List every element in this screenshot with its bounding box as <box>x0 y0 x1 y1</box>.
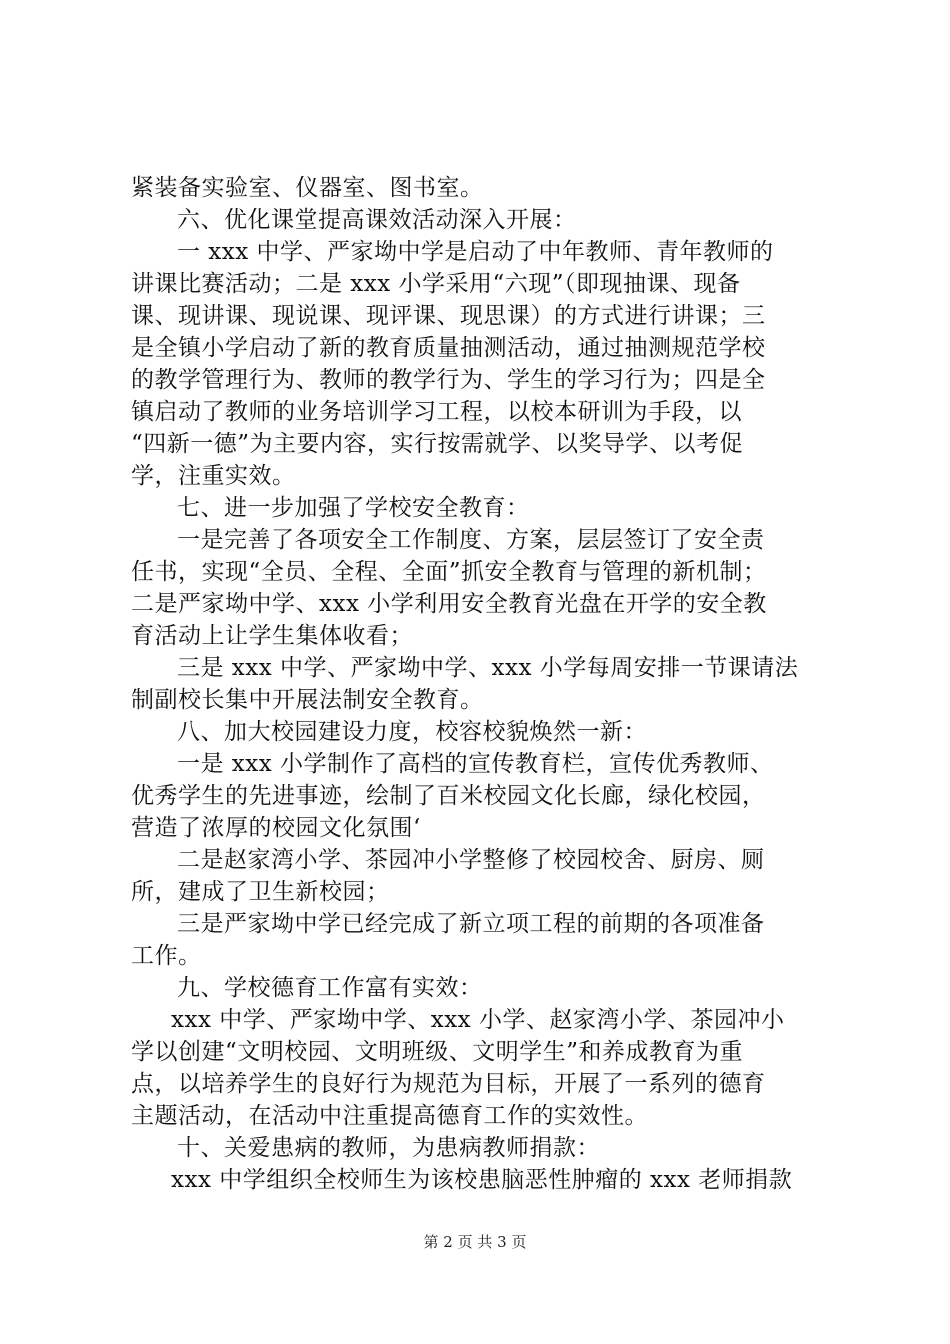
section-heading: 九、学校德育工作富有实效： <box>177 975 483 1001</box>
text-line: 三是严家坳中学已经完成了新立项工程的前期的各项准备 <box>177 911 765 937</box>
text-line: 二是严家坳中学、xxx 小学利用安全教育光盘在开学的安全教 <box>131 591 767 617</box>
section-heading: 十、关爱患病的教师，为患病教师捐款： <box>177 1135 600 1161</box>
text-line: 主题活动，在活动中注重提高德育工作的实效性。 <box>131 1103 648 1129</box>
text-line: 一是 xxx 小学制作了高档的宣传教育栏，宣传优秀教师、 <box>177 751 774 777</box>
text-line: 工作。 <box>131 943 202 969</box>
text-line: 所，建成了卫生新校园； <box>131 879 390 905</box>
text-line: xxx 中学、严家坳中学、xxx 小学、赵家湾小学、茶园冲小 <box>171 1007 785 1033</box>
page-number-footer: 第 2 页 共 3 页 <box>423 1233 527 1251</box>
text-line: 点，以培养学生的良好行为规范为目标，开展了一系列的德育 <box>131 1071 766 1097</box>
text-line: 一是完善了各项安全工作制度、方案，层层签订了安全责 <box>177 527 765 553</box>
text-line: 育活动上让学生集体收看； <box>131 623 413 649</box>
text-line: xxx 中学组织全校师生为该校患脑恶性肿瘤的 xxx 老师捐款 <box>171 1167 793 1193</box>
text-line: 优秀学生的先进事迹，绘制了百米校园文化长廊，绿化校园， <box>131 783 766 809</box>
text-line: 学以创建“文明校园、文明班级、文明学生”和养成教育为重 <box>131 1039 744 1065</box>
text-line: 课、现讲课、现说课、现评课、现思课）的方式进行讲课；三 <box>131 303 766 329</box>
document-body <box>131 172 831 1196</box>
text-line: 三是 xxx 中学、严家坳中学、xxx 小学每周安排一节课请法 <box>177 655 799 681</box>
text-line: 讲课比赛活动；二是 xxx 小学采用“六现”（即现抽课、现备 <box>131 271 741 297</box>
text-line: 一 xxx 中学、严家坳中学是启动了中年教师、青年教师的 <box>177 239 774 265</box>
text-line: 二是赵家湾小学、茶园冲小学整修了校园校舍、厨房、厕 <box>177 847 765 873</box>
text-line: 的教学管理行为、教师的教学行为、学生的学习行为；四是全 <box>131 367 766 393</box>
text-line: 紧装备实验室、仪器室、图书室。 <box>131 175 484 201</box>
text-line: 营造了浓厚的校园文化氛围‘ <box>131 815 421 841</box>
section-heading: 七、进一步加强了学校安全教育： <box>177 495 530 521</box>
text-line: 学，注重实效。 <box>131 463 296 489</box>
text-line: 是全镇小学启动了新的教育质量抽测活动，通过抽测规范学校 <box>131 335 766 361</box>
text-line: 任书，实现“全员、全程、全面”抓安全教育与管理的新机制； <box>131 559 767 585</box>
section-heading: 六、优化课堂提高课效活动深入开展： <box>177 207 577 233</box>
text-line: 制副校长集中开展法制安全教育。 <box>131 687 484 713</box>
text-line: 镇启动了教师的业务培训学习工程，以校本研训为手段，以 <box>131 399 742 425</box>
text-line: “四新一德”为主要内容，实行按需就学、以奖导学、以考促 <box>131 431 744 457</box>
section-heading: 八、加大校园建设力度，校容校貌焕然一新： <box>177 719 647 745</box>
